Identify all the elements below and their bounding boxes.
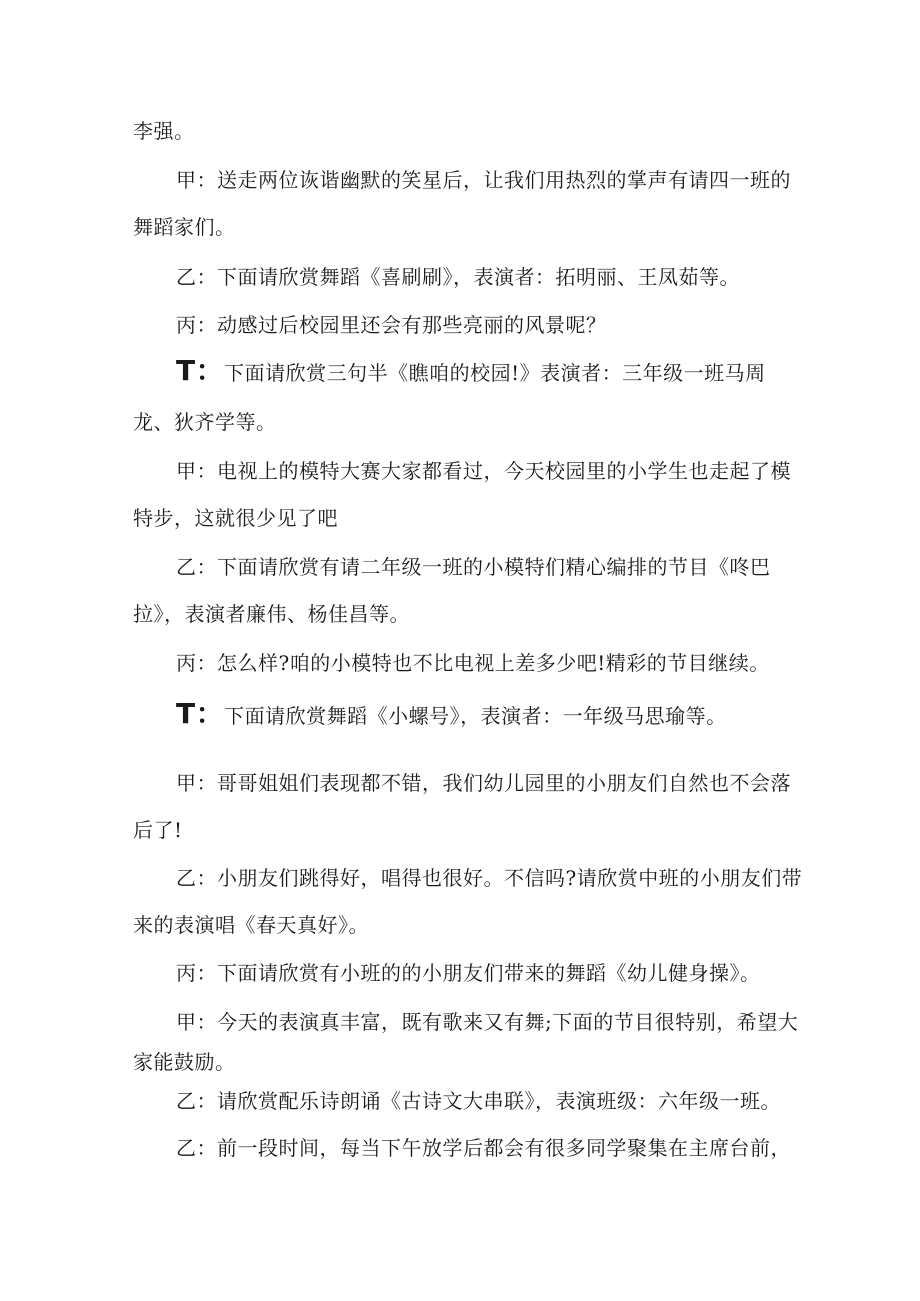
text-line: 甲：哥哥姐姐们表现都不错，我们幼儿园里的小朋友们自然也不会落 [176,771,791,795]
text-line: 乙：请欣赏配乐诗朗诵《古诗文大串联》，表演班级：六年级一班。 [176,1089,781,1113]
text-line: 甲：电视上的模特大赛大家都看过，今天校园里的小学生也走起了模 [176,459,791,483]
text-line: 龙、狄齐学等。 [133,410,277,434]
text-line: 后了! [133,818,183,842]
text-line: 拉》，表演者廉伟、杨佳昌等。 [133,602,410,626]
text-span: 下面请欣赏舞蹈《小螺号》，表演者：一年级马思瑜等。 [224,704,727,728]
text-line: 乙：小朋友们跳得好，唱得也很好。不信吗?请欣赏中班的小朋友们带 [176,866,803,890]
text-line: 家能鼓励。 [133,1050,236,1074]
speaker-label: T： [176,697,225,730]
text-line: 李强。 [133,119,195,143]
text-line: 乙：下面请欣赏有请二年级一班的小模特们精心编排的节目《咚巴 [176,555,771,579]
text-line [176,697,727,730]
text-line: 来的表演唱《春天真好》。 [133,913,369,937]
speaker-label: T： [176,354,225,387]
text-line: 乙：下面请欣赏舞蹈《喜刷刷》，表演者：拓明丽、王凤茹等。 [176,265,740,289]
text-line: 甲：送走两位诙谐幽默的笑星后，让我们用热烈的掌声有请四一班的 [176,168,791,192]
text-line: 丙：动感过后校园里还会有那些亮丽的风景呢？ [176,313,607,337]
text-line: 乙：前一段时间，每当下午放学后都会有很多同学聚集在主席台前， [176,1136,791,1160]
text-line: 舞蹈家们。 [133,215,236,239]
text-span: 下面请欣赏三句半《瞧咱的校园!》表演者：三年级一班马周 [224,361,766,385]
text-line [176,354,766,387]
text-line: 甲：今天的表演真丰富，既有歌来又有舞;下面的节目很特别，希望大 [176,1010,799,1034]
text-line: 丙：怎么样?咱的小模特也不比电视上差多少吧!精彩的节目继续。 [176,651,770,675]
text-line: 丙：下面请欣赏有小班的的小朋友们带来的舞蹈《幼儿健身操》。 [176,961,761,985]
text-line: 特步，这就很少见了吧 [133,506,338,530]
